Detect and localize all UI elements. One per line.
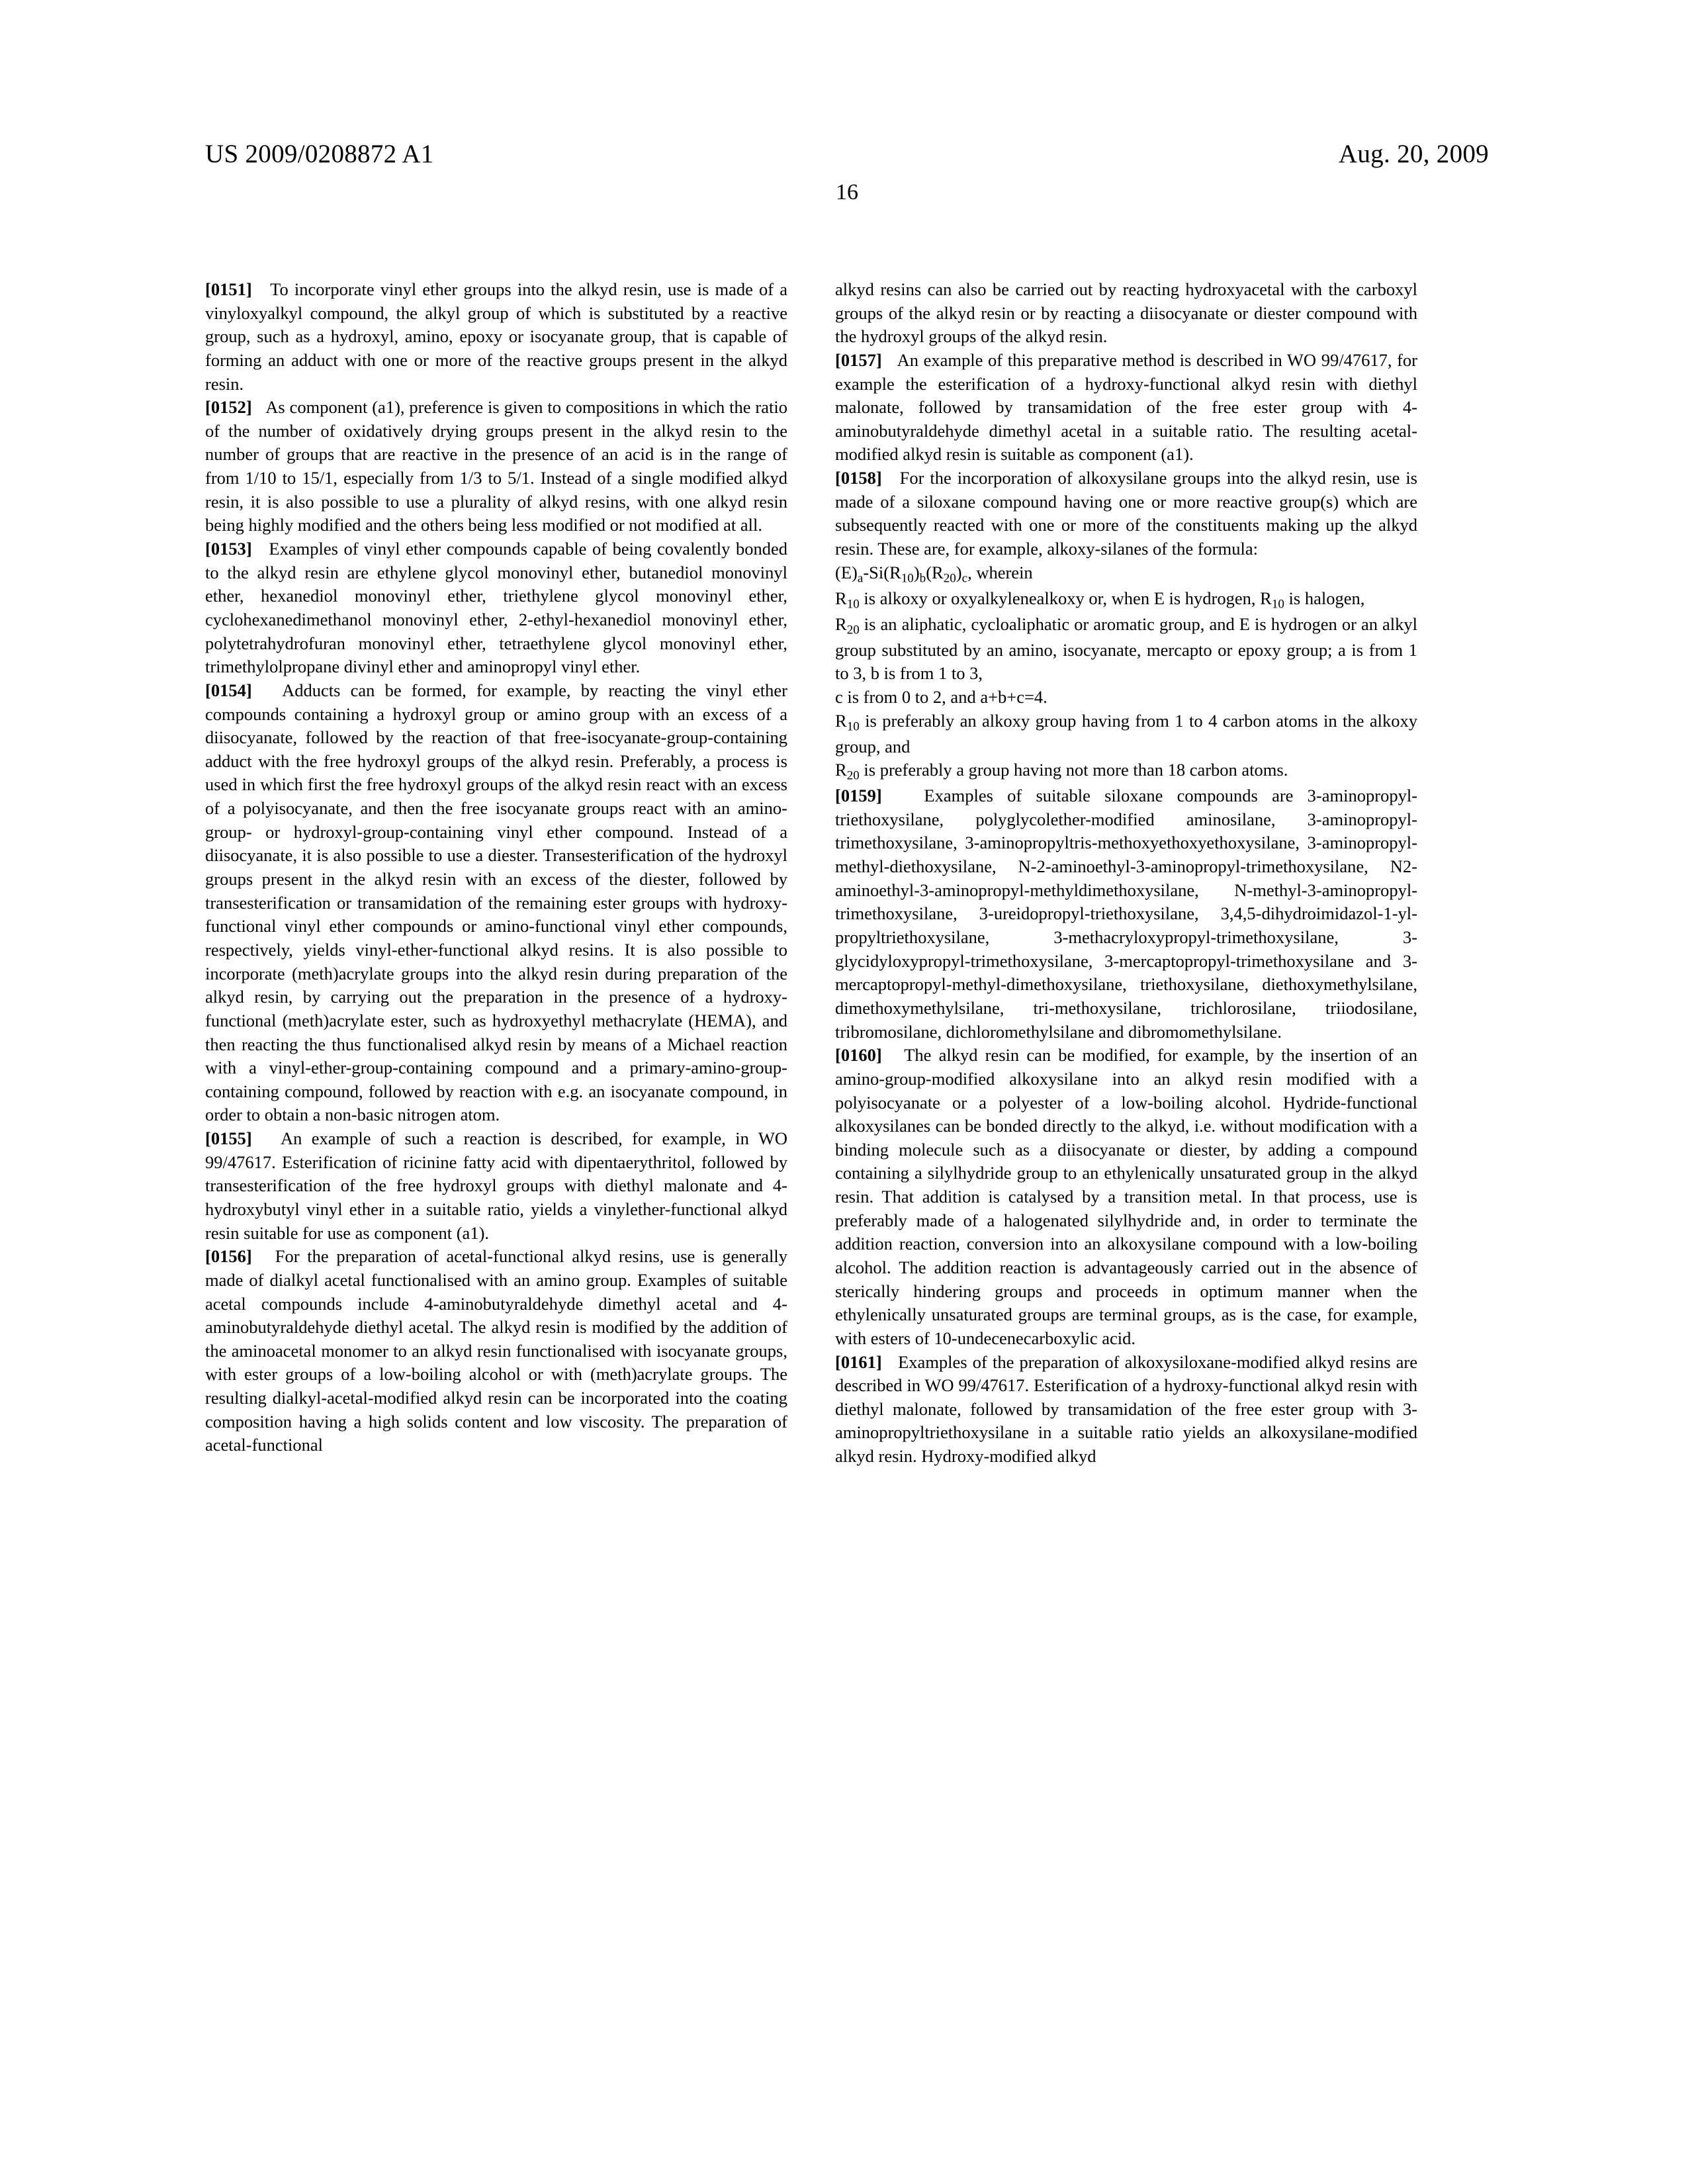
paragraph bbox=[205, 537, 787, 679]
page-number: 16 bbox=[836, 180, 858, 205]
paragraph-text: For the preparation of acetal-functional alkyd resins, use is generally made of dialkyl acetal functionalised with an amino group. Examples of suitable acetal compounds include 4-aminobutyraldehyde dimethyl acetal and 4-aminobutyraldehyde diethyl acetal. The alkyd resin is modified by the addition of the aminoacetal monomer to an alkyd resin functionalised with isocyanate groups, with ester groups of a low-boiling alcohol or with (meth)acrylate groups. The resulting dialkyl-acetal-modified alkyd resin can be incorporated into the coating composition having a high solids content and low viscosity. The preparation of acetal-functional bbox=[205, 1246, 787, 1455]
paragraph-text: To incorporate vinyl ether groups into the alkyd resin, use is made of a vinyloxyalkyl compound, the alkyl group of which is substituted by a reactive group, such as a hydroxyl, amino, epoxy or isocyanate group, that is capable of forming an adduct with one or more of the reactive groups present in the alkyd resin. bbox=[205, 279, 788, 394]
paragraph-number: [0152] bbox=[205, 397, 252, 418]
publication-date: Aug. 20, 2009 bbox=[1338, 140, 1489, 168]
paragraph-text: Examples of vinyl ether compounds capable of being covalently bonded to the alkyd resin are ethylene glycol monovinyl ether, butanediol monovinyl ether, hexanediol monovinyl ether, triethylene glycol monovinyl ether, cyclohexanedimethanol monovinyl ether, 2-ethyl-hexanediol monovinyl ether, polytetrahydrofuran monovinyl ether, tetraethylene glycol monovinyl ether, trimethylolpropane divinyl ether and aminopropyl vinyl ether. bbox=[205, 539, 788, 677]
right-column bbox=[835, 278, 1417, 1469]
paragraph-number: [0155] bbox=[205, 1128, 252, 1149]
paragraph-text: $R_{10}$ is alkoxy or oxyalkylenealkoxy or, when E is hydrogen, $R_{10}$ is halogen, bbox=[835, 588, 1365, 611]
paragraph bbox=[835, 467, 1417, 561]
paragraph bbox=[205, 396, 787, 537]
paragraph bbox=[205, 1245, 787, 1457]
paragraph bbox=[835, 784, 1417, 1044]
paragraph-text: $R_{10}$ is preferably an alkoxy group having from 1 to 4 carbon atoms in the alkoxy group, and bbox=[835, 710, 1417, 756]
paragraph-text: An example of this preparative method is described in WO 99/47617, for example the esterification of a hydroxy-functional alkyd resin with diethyl malonate, followed by transamidation of the free ester group with 4-aminobutyraldehyde dimethyl acetal in a suitable ratio. The resulting acetal-modified alkyd resin is suitable as component (a1). bbox=[835, 349, 1417, 465]
paragraph-number: [0161] bbox=[835, 1351, 882, 1372]
paragraph-number: [0153] bbox=[205, 539, 252, 559]
paragraph-text: The alkyd resin can be modified, for example, by the insertion of an amino-group-modified alkoxysilane into an alkyd resin modified with a polyisocyanate or a polyester of a low-boiling alcohol. Hydride-functional alkoxysilanes can be bonded directly to the alkyd, i.e. without modification with a binding molecule such as a diisocyanate or diester, by adding a compound containing a silylhydride group to an ethylenically unsaturated group in the alkyd resin. That addition is catalysed by a transition metal. In that process, use is preferably made of a halogenated silylhydride and, in order to terminate the addition reaction, conversion into an alkoxysilane compound with a low-boiling alcohol. The addition reaction is advantageously carried out in the absence of sterically hindering groups and proceeds in optimum manner when the ethylenically unsaturated groups are terminal groups, as is the case, for example, with esters of 10-undecenecarboxylic acid. bbox=[835, 1045, 1418, 1348]
paragraph-continuation bbox=[835, 758, 1417, 784]
body-columns bbox=[205, 278, 1495, 1469]
paragraph-continuation bbox=[835, 686, 1417, 709]
paragraph-number: [0151] bbox=[205, 279, 252, 299]
paragraph-continuation bbox=[835, 278, 1417, 349]
paragraph-text: alkyd resins can also be carried out by reacting hydroxyacetal with the carboxyl groups of the alkyd resin or by reacting a diisocyanate or diester compound with the hydroxyl groups of the alkyd resin. bbox=[835, 279, 1417, 347]
paragraph-text: An example of such a reaction is described, for example, in WO 99/47617. Esterification of ricinine fatty acid with dipentaerythritol, followed by transesterification of the free hydroxyl groups with diethyl malonate and 4-hydroxybutyl vinyl ether in a suitable ratio, yields a vinylether-functional alkyd resin suitable for use as component (a1). bbox=[205, 1128, 787, 1243]
left-column bbox=[205, 278, 787, 1469]
paragraph bbox=[835, 1044, 1417, 1350]
paragraph-number: [0159] bbox=[835, 786, 882, 806]
paragraph-continuation bbox=[835, 613, 1417, 686]
paragraph-number: [0154] bbox=[205, 680, 252, 700]
paragraph-continuation bbox=[835, 709, 1417, 759]
paragraph-number: [0158] bbox=[835, 468, 882, 488]
paragraph-text: Examples of suitable siloxane compounds are 3-aminopropyl-triethoxysilane, polyglycolether-modified aminosilane, 3-aminopropyl-trimethoxysilane, 3-aminopropyltris-methoxyethoxyethoxysilane, 3-aminopropyl-methyl-diethoxysilane, N-2-aminoethyl-3-aminopropyl-trimethoxysilane, N2-aminoethyl-3-aminopropyl-methyldimethoxysilane, N-methyl-3-aminopropyl-trimethoxysilane, 3-ureidopropyl-triethoxysilane, 3,4,5-dihydroimidazol-1-yl-propyltriethoxysilane, 3-methacryloxypropyl-trimethoxysilane, 3-glycidyloxypropyl-trimethoxysilane, 3-mercaptopropyl-trimethoxysilane and 3-mercaptopropyl-methyl-dimethoxysilane, triethoxysilane, diethoxymethylsilane, dimethoxymethylsilane, tri-methoxysilane, trichlorosilane, triiodosilane, tribromosilane, dichloromethylsilane and dibromomethylsilane. bbox=[835, 786, 1418, 1042]
paragraph-text: $R_{20}$ is preferably a group having not more than 18 carbon atoms. bbox=[835, 760, 1288, 783]
paragraph-text: Examples of the preparation of alkoxysiloxane-modified alkyd resins are described in WO 99/47617. Esterification of a hydroxy-functional alkyd resin with diethyl malonate, followed by transamidation of the free ester group with 3-aminopropyltriethoxysilane in a suitable ratio yields an alkoxysilane-modified alkyd resin. Hydroxy-modified alkyd bbox=[835, 1351, 1418, 1467]
page-header bbox=[205, 139, 1489, 169]
paragraph bbox=[205, 278, 787, 396]
paragraph bbox=[835, 1351, 1417, 1469]
paragraph-text: As component (a1), preference is given to compositions in which the ratio of the number of oxidatively drying groups present in the alkyd resin to the number of groups that are reactive in the presence of an acid is in the range of from 1/10 to 15/1, especially from 1/3 to 5/1. Instead of a single modified alkyd resin, it is also possible to use a plurality of alkyd resins, with one alkyd resin being highly modified and the others being less modified or not modified at all. bbox=[205, 397, 787, 535]
publication-number: US 2009/0208872 A1 bbox=[205, 140, 434, 168]
paragraph bbox=[205, 679, 787, 1127]
paragraph bbox=[205, 1127, 787, 1245]
paragraph-number: [0160] bbox=[835, 1045, 882, 1066]
paragraph-number: [0156] bbox=[205, 1246, 252, 1267]
paragraph-text: Adducts can be formed, for example, by reacting the vinyl ether compounds containing a hydroxyl group or amino group with an excess of a diisocyanate, followed by the reaction of that free-isocyanate-group-containing adduct with the free hydroxyl groups of the alkyd resin. Preferably, a process is used in which first the free hydroxyl groups of the alkyd resin react with an excess of a polyisocyanate, and then the free isocyanate groups react with an amino-group- or hydroxyl-group-containing vinyl ether compound. Instead of a diisocyanate, it is also possible to use a diester. Transesterification of the hydroxyl groups present in the alkyd resin with an excess of the diester, followed by transesterification or transamidation of the remaining ester groups with hydroxy-functional vinyl ether compounds or amino-functional vinyl ether compounds, respectively, yields vinyl-ether-functional alkyd resins. It is also possible to incorporate (meth)acrylate groups into the alkyd resin during preparation of the alkyd resin, by carrying out the preparation in the presence of a hydroxy-functional (meth)acrylate ester, such as hydroxyethyl methacrylate (HEMA), and then reacting the thus functionalised alkyd resin by means of a Michael reaction with a vinyl-ether-group-containing compound and a primary-amino-group-containing compound, followed by reaction with e.g. an isocyanate compound, in order to obtain a non-basic nitrogen atom. bbox=[205, 680, 787, 1125]
paragraph-continuation bbox=[835, 587, 1417, 613]
paragraph-text: $(E)_a-Si(R_{10})_b(R_{20})_c$, wherein bbox=[835, 562, 1033, 586]
paragraph bbox=[835, 349, 1417, 467]
paragraph-continuation bbox=[835, 561, 1417, 587]
paragraph-text: c is from 0 to 2, and a+b+c=4. bbox=[835, 686, 1048, 707]
paragraph-number: [0157] bbox=[835, 349, 882, 370]
paragraph-text: $R_{20}$ is an aliphatic, cycloaliphatic or aromatic group, and E is hydrogen or an alkyl group substituted by an amino, isocyanate, mercapto or epoxy group; a is from 1 to 3, b is from 1 to 3, bbox=[835, 614, 1417, 684]
paragraph-text: For the incorporation of alkoxysilane groups into the alkyd resin, use is made of a siloxane compound having one or more reactive group(s) which are subsequently reacted with one or more of the constituents making up the alkyd resin. These are, for example, alkoxy-silanes of the formula: bbox=[835, 468, 1417, 559]
